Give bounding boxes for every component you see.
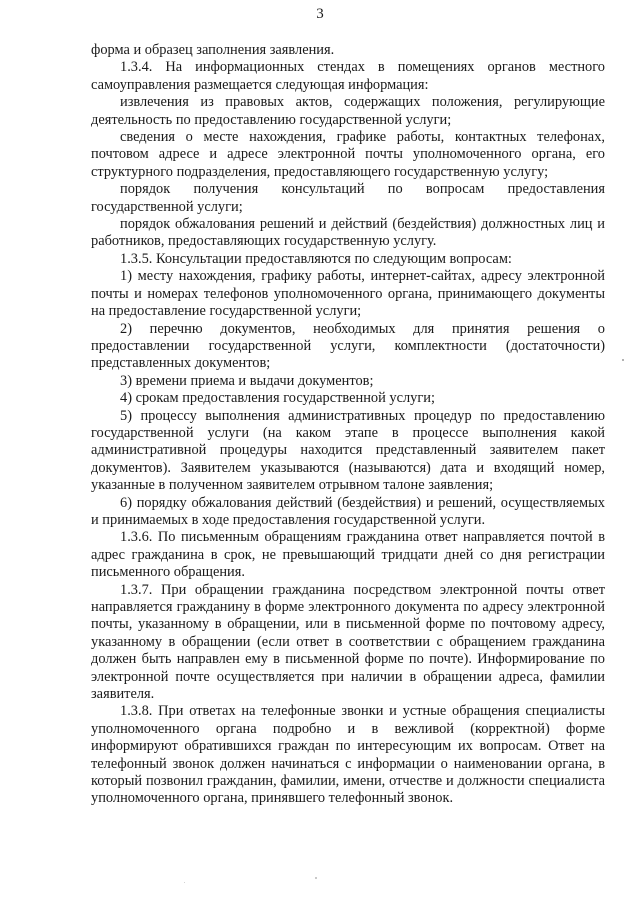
list-item-2: 2) перечню документов, необходимых для принятия решения о предоставлении государственной услуги, комплектности (достаточности) представленных документов;: [91, 320, 605, 372]
paragraph-1-3-5: 1.3.5. Консультации предоставляются по следующим вопросам:: [120, 250, 512, 267]
paragraph-appeal-order: порядок обжалования решений и действий (бездействия) должностных лиц и работников, предоставляющих государственную услугу.: [91, 216, 605, 250]
paragraph-consultation-order: порядок получения консультаций по вопросам предоставления государственной услуги;: [91, 181, 605, 215]
paragraph-form-sample: форма и образец заполнения заявления.: [91, 42, 335, 58]
paragraph-location-info: сведения о месте нахождения, графике работы, контактных телефонах, почтовом адресе и адресе электронной почты уполномоченного органа, его структурного подразделения, предоставляющего государственную услугу;: [91, 129, 605, 180]
page-number: 3: [316, 6, 324, 22]
paragraph-1-3-7: 1.3.7. При обращении гражданина посредством электронной почты ответ направляется гражданину в форме электронного документа по адресу электронной почты, указанному в обращении, или в письменной форме по почтовому адресу, указанному в обращении (если ответ в соответствии с обращением гражданина должен быть направлен ему в письменной форме по почте). Информирование по электронной почте осуществляется при наличии в обращении адреса, фамилии заявителя.: [91, 581, 605, 703]
paragraph-1-3-4: 1.3.4. На информационных стендах в помещениях органов местного самоуправления размещается следующая информация:: [91, 59, 605, 93]
list-item-1: 1) месту нахождения, графику работы, интернет-сайтах, адресу электронной почты и номерах телефонов уполномоченного органа, принимающего документы на предоставление государственной услуги;: [91, 268, 605, 320]
list-item-3: 3) времени приема и выдачи документов;: [120, 372, 374, 389]
scan-speck: [315, 877, 317, 879]
scan-speck: [622, 359, 624, 361]
list-item-5: 5) процессу выполнения административных процедур по предоставлению государственной услуги (на каком этапе в процессе выполнения какой административной процедуры находится представленный заявителем пакет документов). Заявителем указываются (называются) дата и входящий номер, указанные в полученном заявителем отрывном талоне заявления;: [91, 407, 605, 494]
scan-speck: [184, 882, 185, 883]
list-item-4: 4) срокам предоставления государственной услуги;: [120, 390, 435, 407]
paragraph-legal-extracts: извлечения из правовых актов, содержащих положения, регулирующие деятельность по предоставлению государственной услуги;: [91, 94, 605, 128]
list-item-6: 6) порядку обжалования действий (бездействия) и решений, осуществляемых и принимаемых в ходе предоставления государственной услуги.: [91, 494, 605, 528]
paragraph-1-3-6: 1.3.6. По письменным обращениям гражданина ответ направляется почтой в адрес гражданина в срок, не превышающий тридцати дней со дня регистрации письменного обращения.: [91, 529, 605, 581]
paragraph-1-3-8: 1.3.8. При ответах на телефонные звонки и устные обращения специалисты уполномоченного органа подробно и в вежливой (корректной) форме информируют обратившихся граждан по интересующим их вопросам. Ответ на телефонный звонок должен начинаться с информации о наименовании органа, в который позвонил гражданин, фамилии, имени, отчестве и должности специалиста уполномоченного органа, принявшего телефонный звонок.: [91, 703, 605, 807]
document-body: [91, 42, 605, 808]
